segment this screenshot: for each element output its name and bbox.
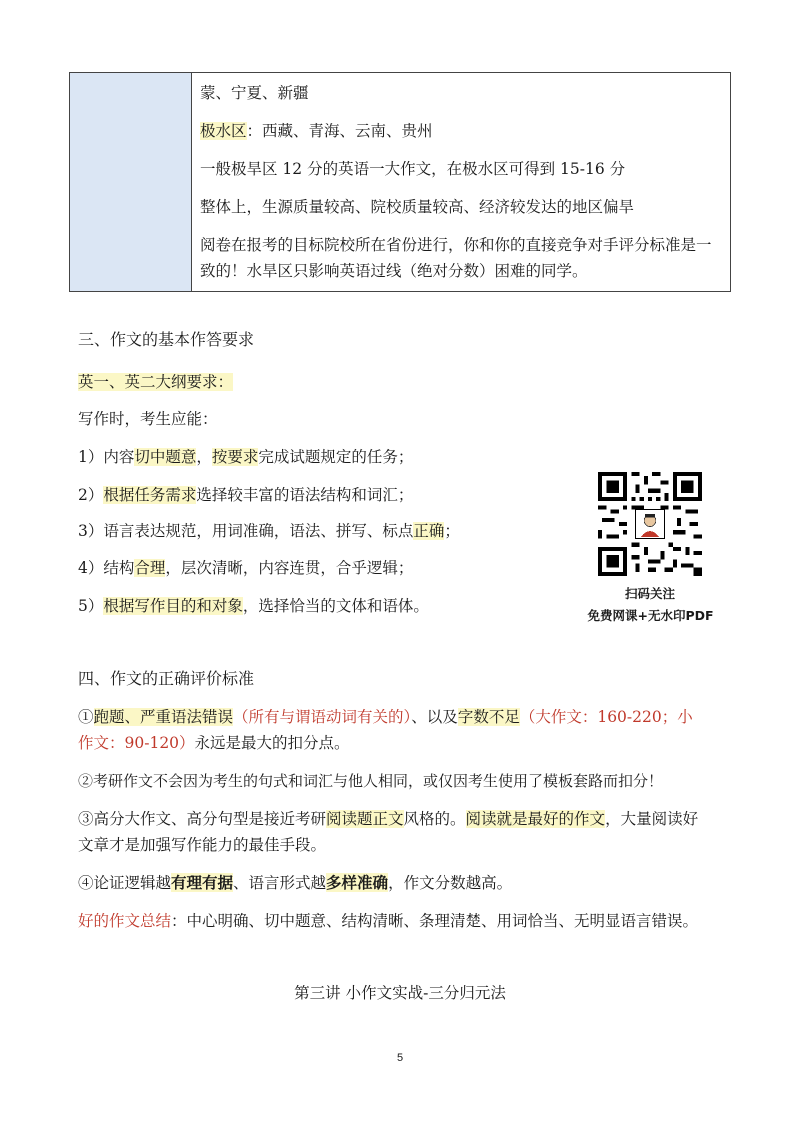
list-item: 4）结构合理，层次清晰，内容连贯，合乎逻辑；: [78, 559, 414, 577]
paragraph: 写作时，考生应能：: [78, 410, 218, 428]
paragraph: ④论证逻辑越有理有据、语言形式越多样准确，作文分数越高。: [78, 873, 513, 892]
table-row: 一般极旱区 12 分的英语一大作文，在极水区可得到 15-16 分: [200, 160, 626, 178]
list-item: 3）语言表达规范，用词准确，语法、拼写、标点正确；: [78, 522, 460, 540]
table-label-cell: [70, 73, 192, 291]
list-item: 5）根据写作目的和对象，选择恰当的文体和语体。: [78, 597, 429, 615]
table-content-cell: [192, 73, 730, 291]
highlight-term: 极水区: [200, 122, 247, 140]
section-heading: 四、作文的正确评价标准: [78, 669, 255, 688]
section-heading: 三、作文的基本作答要求: [78, 330, 255, 349]
table-row: 蒙、宁夏、新疆: [200, 84, 309, 102]
table-row: 整体上，生源质量较高、院校质量较高、经济较发达的地区偏旱: [200, 198, 635, 216]
paragraph: ①跑题、严重语法错误（所有与谓语动词有关的）、以及字数不足（大作文：160-220；小: [78, 708, 693, 726]
section-subtitle: 英一、英二大纲要求：: [78, 373, 234, 391]
table-row: 阅卷在报考的目标院校所在省份进行，你和你的直接竞争对手评分标准是一: [200, 236, 712, 254]
table-row: 极水区：西藏、青海、云南、贵州: [200, 122, 433, 140]
paragraph: 作文：90-120）永远是最大的扣分点。: [78, 734, 350, 752]
qr-caption: 扫码关注: [624, 586, 675, 601]
lecture-title: 第三讲 小作文实战-三分归元法: [294, 984, 506, 1002]
qr-code-icon[interactable]: [598, 472, 702, 576]
table-row: 致的！水旱区只影响英语过线（绝对分数）困难的同学。: [200, 262, 588, 280]
region-table: [69, 72, 731, 292]
paragraph: ②考研作文不会因为考生的句式和词汇与他人相同，或仅因考生使用了模板套路而扣分！: [78, 772, 664, 790]
list-item: 2）根据任务需求选择较丰富的语法结构和词汇；: [78, 486, 414, 504]
paragraph: ③高分大作文、高分句型是接近考研阅读题正文风格的。阅读就是最好的作文，大量阅读好: [78, 810, 699, 828]
list-item: 1）内容切中题意，按要求完成试题规定的任务；: [78, 448, 414, 466]
page-number: 5: [396, 1052, 404, 1064]
paragraph: 文章才是加强写作能力的最佳手段。: [78, 836, 327, 854]
qr-caption-sub: 免费网课+无水印PDF: [587, 608, 714, 623]
summary-line: 好的作文总结：中心明确、切中题意、结构清晰、条理清楚、用词恰当、无明显语言错误。: [78, 912, 699, 930]
